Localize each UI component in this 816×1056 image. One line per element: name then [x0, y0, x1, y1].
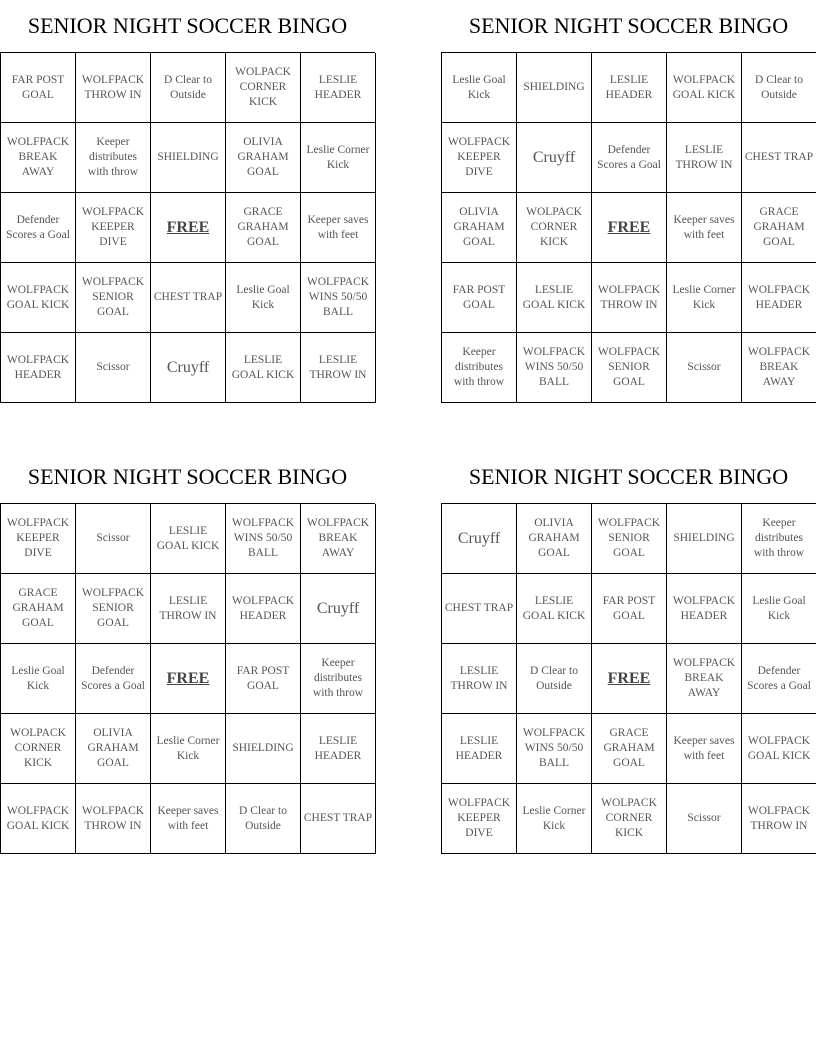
bingo-cell: Defender Scores a Goal	[592, 123, 667, 193]
bingo-cell: Scissor	[76, 504, 151, 574]
bingo-cell: WOLFPACK BREAK AWAY	[301, 504, 376, 574]
bingo-cell: OLIVIA GRAHAM GOAL	[226, 123, 301, 193]
bingo-cell: D Clear to Outside	[517, 644, 592, 714]
bingo-cell: Keeper distributes with throw	[301, 644, 376, 714]
bingo-cell: WOLFPACK SENIOR GOAL	[592, 333, 667, 403]
bingo-cell: LESLIE HEADER	[301, 714, 376, 784]
bingo-cell: FAR POST GOAL	[226, 644, 301, 714]
bingo-cell: Defender Scores a Goal	[1, 193, 76, 263]
bingo-cell: WOLFPACK WINS 50/50 BALL	[226, 504, 301, 574]
bingo-cell: Leslie Corner Kick	[301, 123, 376, 193]
bingo-cell: WOLFPACK KEEPER DIVE	[442, 784, 517, 854]
bingo-cell: WOLFPACK HEADER	[226, 574, 301, 644]
bingo-cell: SHIELDING	[226, 714, 301, 784]
bingo-cell: Keeper saves with feet	[301, 193, 376, 263]
bingo-cell: WOLFPACK KEEPER DIVE	[76, 193, 151, 263]
card-title: SENIOR NIGHT SOCCER BINGO	[27, 464, 348, 489]
bingo-cell: WOLPACK CORNER KICK	[592, 784, 667, 854]
bingo-cell: Leslie Corner Kick	[517, 784, 592, 854]
card-title: SENIOR NIGHT SOCCER BINGO	[468, 13, 789, 38]
bingo-cell: Leslie Goal Kick	[442, 53, 517, 123]
bingo-cell: Cruyff	[301, 574, 376, 644]
bingo-cell: Cruyff	[517, 123, 592, 193]
bingo-grid	[441, 52, 816, 403]
bingo-cell: GRACE GRAHAM GOAL	[592, 714, 667, 784]
bingo-cell: Scissor	[667, 784, 742, 854]
bingo-cell: WOLFPACK GOAL KICK	[1, 263, 76, 333]
bingo-cell: Scissor	[667, 333, 742, 403]
bingo-cell: OLIVIA GRAHAM GOAL	[442, 193, 517, 263]
bingo-cell: WOLPACK CORNER KICK	[226, 53, 301, 123]
bingo-cell: GRACE GRAHAM GOAL	[1, 574, 76, 644]
bingo-cell: LESLIE GOAL KICK	[151, 504, 226, 574]
bingo-cell: FAR POST GOAL	[592, 574, 667, 644]
bingo-cell: WOLFPACK WINS 50/50 BALL	[517, 333, 592, 403]
bingo-cell: CHEST TRAP	[151, 263, 226, 333]
bingo-cell: CHEST TRAP	[301, 784, 376, 854]
bingo-cell: WOLFPACK THROW IN	[742, 784, 816, 854]
bingo-cell: GRACE GRAHAM GOAL	[226, 193, 301, 263]
bingo-card-2	[441, 0, 816, 403]
bingo-cell: LESLIE THROW IN	[151, 574, 226, 644]
bingo-cell: WOLFPACK WINS 50/50 BALL	[301, 263, 376, 333]
bingo-cell: Leslie Goal Kick	[1, 644, 76, 714]
bingo-cell: SHIELDING	[151, 123, 226, 193]
bingo-grid	[0, 52, 375, 403]
bingo-cell: Cruyff	[151, 333, 226, 403]
bingo-cell: SHIELDING	[667, 504, 742, 574]
bingo-cell: WOLFPACK KEEPER DIVE	[1, 504, 76, 574]
bingo-cell: WOLFPACK BREAK AWAY	[1, 123, 76, 193]
bingo-cell: WOLFPACK GOAL KICK	[742, 714, 816, 784]
bingo-cell: Keeper distributes with throw	[442, 333, 517, 403]
bingo-free-space: FREE	[151, 193, 226, 263]
bingo-cell: WOLFPACK KEEPER DIVE	[442, 123, 517, 193]
bingo-cell: OLIVIA GRAHAM GOAL	[517, 504, 592, 574]
bingo-cell: WOLFPACK GOAL KICK	[667, 53, 742, 123]
bingo-free-space: FREE	[592, 644, 667, 714]
bingo-cell: WOLFPACK SENIOR GOAL	[76, 263, 151, 333]
bingo-cell: Scissor	[76, 333, 151, 403]
bingo-cell: FAR POST GOAL	[442, 263, 517, 333]
bingo-free-space: FREE	[151, 644, 226, 714]
bingo-grid	[0, 503, 375, 854]
bingo-cell: WOLFPACK THROW IN	[76, 784, 151, 854]
bingo-cell: WOLFPACK SENIOR GOAL	[76, 574, 151, 644]
bingo-cell: WOLPACK CORNER KICK	[517, 193, 592, 263]
bingo-cell: OLIVIA GRAHAM GOAL	[76, 714, 151, 784]
bingo-cell: WOLFPACK GOAL KICK	[1, 784, 76, 854]
bingo-cell: WOLPACK CORNER KICK	[1, 714, 76, 784]
bingo-card-4	[441, 451, 816, 854]
bingo-free-space: FREE	[592, 193, 667, 263]
bingo-cell: LESLIE THROW IN	[442, 644, 517, 714]
bingo-cell: LESLIE HEADER	[592, 53, 667, 123]
bingo-cell: Keeper distributes with throw	[742, 504, 816, 574]
bingo-cell: LESLIE HEADER	[301, 53, 376, 123]
bingo-cell: LESLIE GOAL KICK	[517, 263, 592, 333]
bingo-cell: SHIELDING	[517, 53, 592, 123]
bingo-cell: Defender Scores a Goal	[742, 644, 816, 714]
bingo-card-1	[0, 0, 375, 403]
bingo-cell: LESLIE THROW IN	[667, 123, 742, 193]
bingo-grid	[441, 503, 816, 854]
bingo-cell: Defender Scores a Goal	[76, 644, 151, 714]
bingo-cell: WOLFPACK BREAK AWAY	[667, 644, 742, 714]
bingo-cell: Leslie Goal Kick	[226, 263, 301, 333]
bingo-cell: LESLIE GOAL KICK	[517, 574, 592, 644]
bingo-cell: Keeper saves with feet	[151, 784, 226, 854]
bingo-cell: WOLFPACK HEADER	[1, 333, 76, 403]
bingo-cell: WOLFPACK THROW IN	[592, 263, 667, 333]
bingo-cell: CHEST TRAP	[742, 123, 816, 193]
bingo-cell: WOLFPACK BREAK AWAY	[742, 333, 816, 403]
bingo-cell: GRACE GRAHAM GOAL	[742, 193, 816, 263]
bingo-cell: WOLFPACK HEADER	[667, 574, 742, 644]
bingo-cell: D Clear to Outside	[226, 784, 301, 854]
card-title: SENIOR NIGHT SOCCER BINGO	[27, 13, 348, 38]
bingo-cell: D Clear to Outside	[151, 53, 226, 123]
bingo-cell: WOLFPACK THROW IN	[76, 53, 151, 123]
bingo-cell: Leslie Corner Kick	[151, 714, 226, 784]
bingo-cell: D Clear to Outside	[742, 53, 816, 123]
bingo-cell: WOLFPACK SENIOR GOAL	[592, 504, 667, 574]
bingo-cell: LESLIE THROW IN	[301, 333, 376, 403]
bingo-cell: Keeper saves with feet	[667, 193, 742, 263]
bingo-cell: Keeper saves with feet	[667, 714, 742, 784]
card-title: SENIOR NIGHT SOCCER BINGO	[468, 464, 789, 489]
bingo-cell: Cruyff	[442, 504, 517, 574]
bingo-cell: WOLFPACK WINS 50/50 BALL	[517, 714, 592, 784]
bingo-cell: Keeper distributes with throw	[76, 123, 151, 193]
bingo-cell: FAR POST GOAL	[1, 53, 76, 123]
bingo-cell: LESLIE HEADER	[442, 714, 517, 784]
bingo-cell: CHEST TRAP	[442, 574, 517, 644]
bingo-cell: WOLFPACK HEADER	[742, 263, 816, 333]
bingo-card-3	[0, 451, 375, 854]
bingo-cell: Leslie Corner Kick	[667, 263, 742, 333]
bingo-cell: LESLIE GOAL KICK	[226, 333, 301, 403]
bingo-cell: Leslie Goal Kick	[742, 574, 816, 644]
